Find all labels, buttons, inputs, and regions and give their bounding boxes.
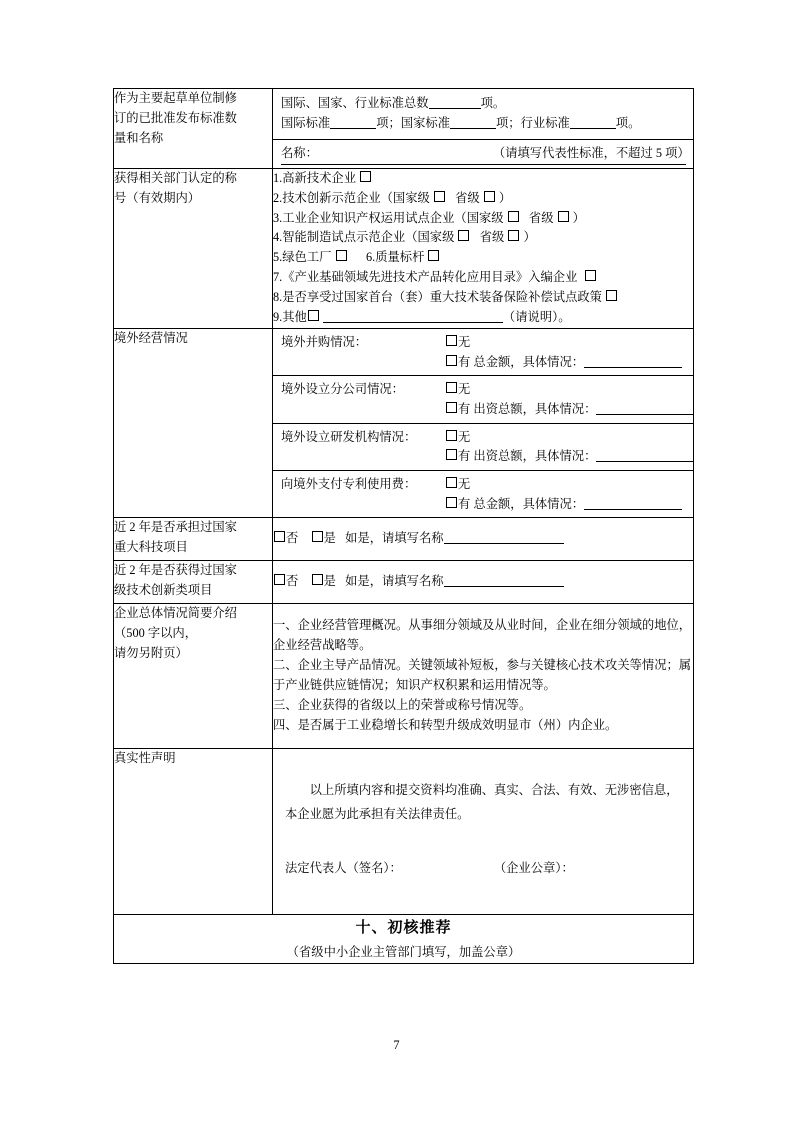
table-row-major-project bbox=[114, 518, 694, 561]
overseas-acquisition-question: 境外并购情况： bbox=[281, 334, 368, 349]
overseas-sub-row bbox=[273, 329, 693, 376]
overseas-acquisition bbox=[281, 333, 686, 372]
declaration-signature-row bbox=[285, 857, 681, 880]
row-label-line: 境外经营情况 bbox=[114, 330, 188, 345]
row-label-line: 重大科技项目 bbox=[114, 540, 188, 555]
row-label-major-project bbox=[114, 518, 273, 561]
overseas-subtable bbox=[273, 329, 693, 517]
title-item-4: 4.智能制造试点示范企业（国家级 省级 ） bbox=[273, 230, 536, 245]
row-label-overseas bbox=[114, 328, 273, 517]
final-section bbox=[114, 914, 694, 963]
overseas-sub-row bbox=[273, 471, 693, 518]
overseas-royalty-no: 无 bbox=[445, 475, 686, 495]
checkbox-smart-mfg-provincial[interactable] bbox=[508, 230, 519, 241]
checkbox-no[interactable] bbox=[446, 430, 457, 441]
intl-standard-blank[interactable] bbox=[330, 116, 376, 129]
overseas-rnd-yes: 有 出资总额，具体情况： bbox=[445, 447, 694, 467]
title-item-7: 7.《产业基础领域先进技术产品转化应用目录》入编企业 bbox=[273, 268, 693, 288]
row-label-line: 近 2 年是否获得过国家 bbox=[114, 563, 237, 578]
row-label-line: 量和名称 bbox=[114, 130, 164, 145]
row-label-line: 近 2 年是否承担过国家 bbox=[114, 520, 237, 535]
industry-standard-blank[interactable] bbox=[570, 116, 616, 129]
checkbox-no[interactable] bbox=[446, 382, 457, 393]
innovation-project-answer: 否 是 如是，请填写名称 bbox=[273, 572, 693, 592]
row-label-line: 真实性声明 bbox=[114, 750, 176, 765]
standards-breakdown-line: 国际标准 项；国家标准 项；行业标准 项。 bbox=[281, 115, 641, 130]
overseas-branch-blank[interactable] bbox=[596, 402, 694, 415]
table-row-intro bbox=[114, 604, 694, 748]
table-row-standards bbox=[114, 89, 694, 169]
checkbox-yes[interactable] bbox=[446, 497, 457, 508]
other-specify-blank[interactable] bbox=[323, 310, 503, 323]
intro-paragraph-2: 二、企业主导产品情况。关键领域补短板，参与关键核心技术攻关等情况；属于产业链供应链情况；知识产权积累和运用情况等。 bbox=[273, 657, 692, 692]
standards-total-blank[interactable] bbox=[429, 96, 481, 109]
page-number: 7 bbox=[393, 1038, 400, 1052]
title-item-1: 1.高新技术企业 bbox=[273, 169, 693, 189]
standards-name-line: 名称： （请填写代表性标准，不超过 5 项） bbox=[281, 144, 686, 165]
signature-label: 法定代表人（签名）： bbox=[285, 860, 402, 875]
overseas-acquisition-no: 无 bbox=[445, 333, 686, 353]
title-item-9: 9.其他 （请说明）。 bbox=[273, 310, 571, 325]
checkbox-innovation-project-yes[interactable] bbox=[312, 574, 323, 585]
checkbox-smart-mfg-national[interactable] bbox=[458, 230, 469, 241]
overseas-branch-question: 境外设立分公司情况： bbox=[281, 382, 404, 397]
checkbox-ip-pilot-provincial[interactable] bbox=[558, 211, 569, 222]
overseas-sub-row bbox=[273, 376, 693, 423]
table-row-overseas bbox=[114, 328, 694, 517]
intro-paragraph-3: 三、企业获得的省级以上的荣誉或称号情况等。 bbox=[273, 697, 532, 712]
overseas-rnd-question: 境外设立研发机构情况： bbox=[281, 429, 417, 444]
overseas-rnd-blank[interactable] bbox=[596, 450, 694, 463]
table-row-final-heading bbox=[114, 914, 694, 963]
checkbox-yes[interactable] bbox=[446, 355, 457, 366]
checkbox-ip-pilot-national[interactable] bbox=[508, 211, 519, 222]
final-subtitle: （省级中小企业主管部门填写，加盖公章） bbox=[286, 944, 521, 959]
final-heading: 十、初核推荐 bbox=[355, 919, 452, 936]
checkbox-major-project-yes[interactable] bbox=[312, 531, 323, 542]
table-row-declaration bbox=[114, 748, 694, 914]
overseas-royalty-yes: 有 总金额，具体情况： bbox=[445, 495, 686, 515]
checkbox-quality-benchmark[interactable] bbox=[428, 250, 439, 261]
row-body-intro[interactable] bbox=[273, 604, 694, 748]
title-item-2: 2.技术创新示范企业（国家级 省级 ） bbox=[273, 190, 512, 205]
declaration-text: 以上所填内容和提交资料均准确、真实、合法、有效、无涉密信息，本企业愿为此承担有关法律责任。 bbox=[285, 782, 679, 821]
row-label-titles bbox=[114, 168, 273, 328]
row-label-line: （500 字以内， bbox=[114, 626, 198, 641]
overseas-sub-row bbox=[273, 423, 693, 470]
row-body-declaration bbox=[273, 748, 694, 914]
row-label-line: 请勿另附页） bbox=[114, 645, 188, 660]
overseas-acquisition-yes: 有 总金额，具体情况： bbox=[445, 353, 686, 373]
intro-paragraph-1: 一、企业经营管理概况。从事细分领域及从业时间，企业在细分领域的地位，企业经营战略等。 bbox=[273, 618, 692, 653]
standards-total-line: 国际、国家、行业标准总数 项。 bbox=[281, 96, 506, 110]
checkbox-tech-innovation-national[interactable] bbox=[434, 191, 445, 202]
overseas-royalty-question: 向境外支付专利使用费： bbox=[281, 477, 417, 491]
row-label-innovation-project bbox=[114, 561, 273, 604]
checkbox-yes[interactable] bbox=[446, 449, 457, 460]
row-body-major-project bbox=[273, 518, 694, 561]
checkbox-yes[interactable] bbox=[446, 402, 457, 413]
intro-paragraph-4: 四、是否属于工业稳增长和转型升级成效明显市（州）内企业。 bbox=[273, 717, 618, 732]
table-row-innovation-project bbox=[114, 561, 694, 604]
overseas-acquisition-blank[interactable] bbox=[584, 355, 682, 368]
table-row-titles bbox=[114, 168, 694, 328]
innovation-project-name-blank[interactable] bbox=[444, 575, 564, 588]
overseas-royalty bbox=[281, 475, 686, 514]
overseas-rnd bbox=[281, 428, 686, 467]
overseas-royalty-blank[interactable] bbox=[584, 497, 682, 510]
standards-name-row bbox=[273, 140, 693, 168]
major-project-name-blank[interactable] bbox=[444, 532, 564, 545]
row-body-overseas bbox=[273, 328, 694, 517]
checkbox-other[interactable] bbox=[308, 310, 319, 321]
checkbox-industrial-catalog[interactable] bbox=[585, 270, 596, 281]
row-label-line: 级技术创新类项目 bbox=[114, 583, 213, 598]
application-form-table bbox=[113, 88, 694, 964]
row-label-declaration bbox=[114, 748, 273, 914]
checkbox-tech-innovation-provincial[interactable] bbox=[484, 191, 495, 202]
national-standard-blank[interactable] bbox=[450, 116, 496, 129]
row-label-line: 号（有效期内） bbox=[114, 190, 201, 205]
row-body-titles bbox=[273, 168, 694, 328]
seal-label: （企业公章）： bbox=[493, 860, 574, 875]
major-project-answer: 否 是 如是，请填写名称 bbox=[273, 529, 693, 549]
row-label-line: 作为主要起草单位制修 bbox=[114, 91, 237, 105]
title-item-8: 8.是否享受过国家首台（套）重大技术装备保险补偿试点政策 bbox=[273, 288, 693, 308]
overseas-branch bbox=[281, 380, 686, 419]
checkbox-innovation-project-no[interactable] bbox=[274, 574, 285, 585]
checkbox-green-factory[interactable] bbox=[336, 250, 347, 261]
checkbox-no[interactable] bbox=[446, 477, 457, 488]
checkbox-high-tech[interactable] bbox=[360, 171, 371, 182]
title-item-3: 3.工业企业知识产权运用试点企业（国家级 省级 ） bbox=[273, 210, 585, 225]
row-body-innovation-project bbox=[273, 561, 694, 604]
overseas-branch-no: 无 bbox=[445, 380, 694, 400]
overseas-rnd-no: 无 bbox=[445, 428, 694, 448]
row-label-line: 订的已批准发布标准数 bbox=[114, 110, 237, 125]
checkbox-no[interactable] bbox=[446, 335, 457, 346]
row-label-intro bbox=[114, 604, 273, 748]
row-body-standards bbox=[273, 89, 694, 169]
checkbox-first-set-insurance[interactable] bbox=[606, 290, 617, 301]
checkbox-major-project-no[interactable] bbox=[274, 531, 285, 542]
row-label-line: 获得相关部门认定的称 bbox=[114, 170, 237, 185]
row-label-standards bbox=[114, 89, 273, 169]
overseas-branch-yes: 有 出资总额，具体情况： bbox=[445, 400, 694, 420]
standards-name-blank[interactable] bbox=[318, 147, 493, 159]
title-item-5-6: 5.绿色工厂 6.质量标杆 bbox=[273, 248, 693, 268]
standards-counts bbox=[273, 89, 693, 140]
row-label-line: 企业总体情况简要介绍 bbox=[114, 606, 237, 621]
